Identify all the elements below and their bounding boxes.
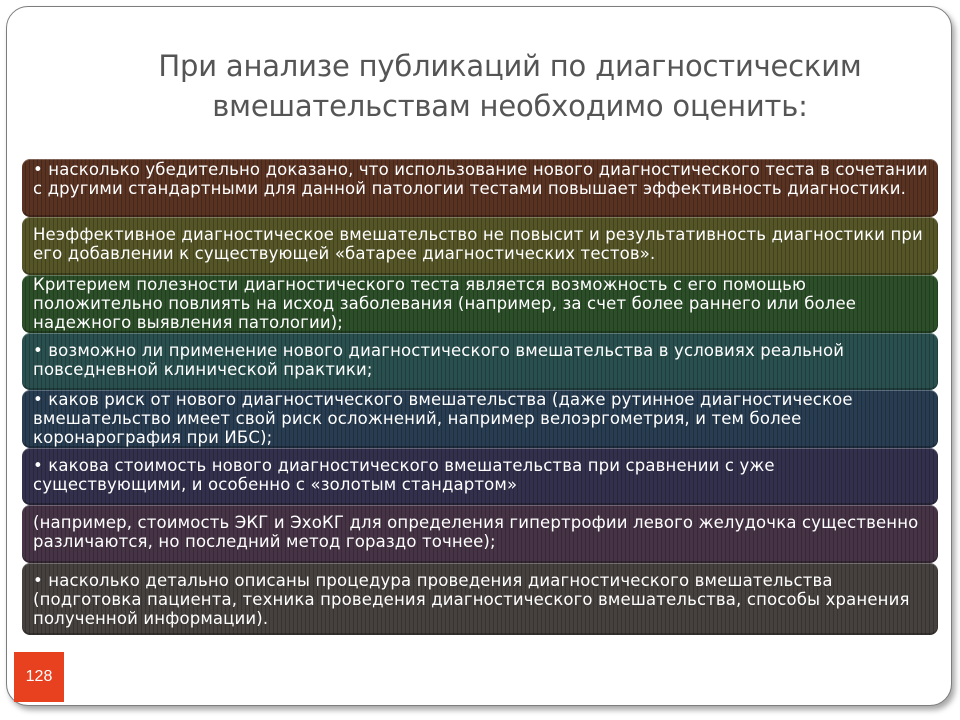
list-item-text: • насколько детально описаны процедура проведения диагностического вмешательства (подготовка пациента, техника проведения диагностического вмешательства, способы хранения полученной информации). (33, 571, 910, 628)
list-item-text: • какова стоимость нового диагностического вмешательства при сравнении с уже существующими, и особенно с «золотым стандартом» (33, 456, 775, 494)
list-item (22, 217, 938, 275)
list-item (22, 448, 938, 505)
list-item-text: • насколько убедительно доказано, что использование нового диагностического теста в сочетании с другими стандартными для данной патологии тестами повышает эффективность диагностики. (33, 160, 928, 198)
slide-title (140, 46, 880, 126)
list-item-text: • возможно ли применение нового диагностического вмешательства в условиях реальной повседневной клинической практики; (33, 341, 845, 379)
list-item-text: Неэффективное диагностическое вмешательство не повысит и результативность диагностики при его добавлении к существующей «батарее диагностических тестов». (33, 225, 923, 263)
list-item (22, 505, 938, 563)
list-item (22, 390, 938, 448)
list-item-text: (например, стоимость ЭКГ и ЭхоКГ для определения гипертрофии левого желудочка существенно различаются, но последний метод гораздо точнее); (33, 513, 919, 551)
list-item-text: Критерием полезности диагностического теста является возможность с его помощью положительно повлиять на исход заболевания (например, за счет более раннего или более надежного выявления патологии); (33, 275, 857, 332)
page-number-badge: 128 (14, 652, 64, 702)
slide-title-line-2: вмешательствам необходимо оценить: (212, 89, 808, 123)
list-item (22, 333, 938, 390)
list-item (22, 275, 938, 333)
list-item-text: • каков риск от нового диагностического вмешательства (даже рутинное диагностическое вмешательство имеет свой риск осложнений, например велоэргометрия, и тем более коронарография при ИБС); (33, 390, 853, 447)
list-item (22, 563, 938, 635)
list-item (22, 159, 938, 217)
slide-title-line-1: При анализе публикаций по диагностическим (158, 49, 862, 83)
